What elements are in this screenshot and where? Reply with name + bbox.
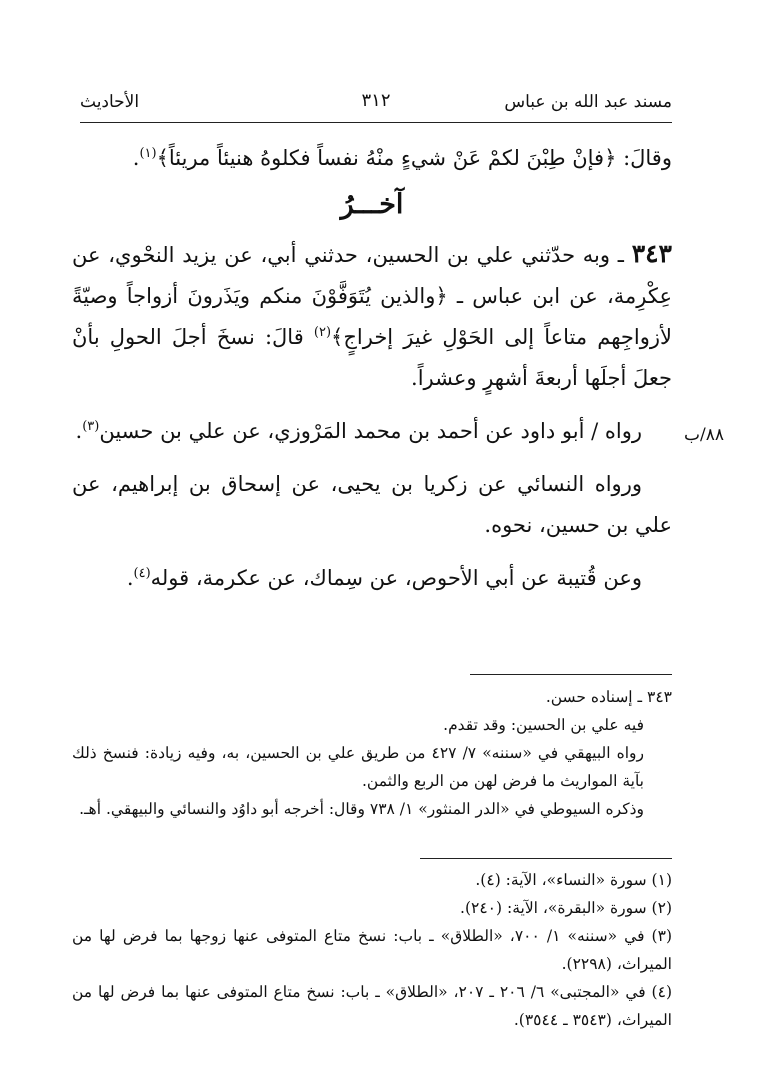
- footnotes: [72, 866, 672, 1034]
- notes-divider: [470, 674, 672, 675]
- note-isnad-grade: ٣٤٣ ـ إسناده حسن.: [545, 688, 672, 706]
- footnote-3: (٣) في «سننه» ١/ ٧٠٠، «الطلاق» ـ باب: نسخ متاع المتوفى عنها زوجها بما فرض لها من الميراث، (٢٢٩٨).: [72, 927, 672, 973]
- opening-line: وقالَ: ﴿فإنْ طِبْنَ لكمْ عَنْ شيءٍ منْهُ نفساً فكلوهُ هنيئاً مريئاً﴾$^{(١)}$.: [132, 146, 672, 170]
- section-name: الأحاديث: [80, 92, 140, 112]
- narration-qutaiba: وعن قُتيبة عن أبي الأحوص، عن سِماك، عن عكرمة، قوله$^{(٤)}$.: [126, 566, 642, 590]
- main-text: [72, 138, 672, 599]
- note-suyuti: وذكره السيوطي في «الدر المنثور» ١/ ٧٣٨ وقال: أخرجه أبو داوُد والنسائي والبيهقي. أهـ.: [79, 800, 644, 818]
- narration-abu-dawud: رواه / أبو داود عن أحمد بن محمد المَرْوزي، عن علي بن حسين$^{(٣)}$.: [75, 419, 642, 443]
- page-number: ٣١٢: [361, 90, 391, 111]
- narration-nasai: ورواه النسائي عن زكريا بن يحيى، عن إسحاق بن إبراهيم، عن علي بن حسين، نحوه.: [72, 472, 672, 537]
- book-title: مسند عبد الله بن عباس: [504, 92, 672, 112]
- footnote-4: (٤) في «المجتبى» ٦/ ٢٠٦ ـ ٢٠٧، «الطلاق» ـ باب: نسخ متاع المتوفى عنها بما فرض لها من الميراث، (٣٥٤٣ ـ ٣٥٤٤).: [72, 983, 672, 1029]
- footnote-ref-4: (٤): [133, 566, 151, 581]
- footnote-2: (٢) سورة «البقرة»، الآية: (٢٤٠).: [460, 899, 672, 917]
- note-narrator: فيه علي بن الحسين: وقد تقدم.: [443, 716, 644, 734]
- manuscript-folio-note: ٨٨/ب: [684, 425, 724, 445]
- footnote-ref-3: (٣): [82, 419, 100, 434]
- footnote-1: (١) سورة «النساء»، الآية: (٤).: [475, 871, 672, 889]
- hadith-paragraph: ٣٤٣ ـ وبه حدّثني علي بن الحسين، حدثني أبي، عن يزيد النحْوي، عن عِكْرِمة، عن ابن عباس ـ ﴿والذين يُتَوَفَّوْنَ منكم ويَذَرونَ أزواجاً وصيّةً لأزواجِهم متاعاً إلى الحَوْلِ غيرَ إخراجٍ﴾$^{(٢)}$ قالَ: نسخَ أجلَ الحولِ بأنْ جعلَ أجلَها أربعةَ أشهرٍ وعشراً.: [72, 239, 673, 390]
- header-divider: [80, 122, 672, 123]
- note-bayhaqi: رواه البيهقي في «سننه» ٧/ ٤٢٧ من طريق علي بن الحسين، به، وفيه زيادة: فنسخ ذلك بآية المواريث ما فرض لهن من الربع والثمن.: [72, 744, 645, 790]
- footnote-ref-2: (٢): [313, 325, 332, 340]
- hadith-number: ٣٤٣: [631, 239, 672, 268]
- footnotes-divider: [420, 858, 672, 859]
- editor-notes: [72, 683, 672, 823]
- section-title: آخـــرُ: [340, 189, 404, 220]
- footnote-ref-1: (١): [139, 146, 157, 161]
- running-header: [80, 88, 672, 118]
